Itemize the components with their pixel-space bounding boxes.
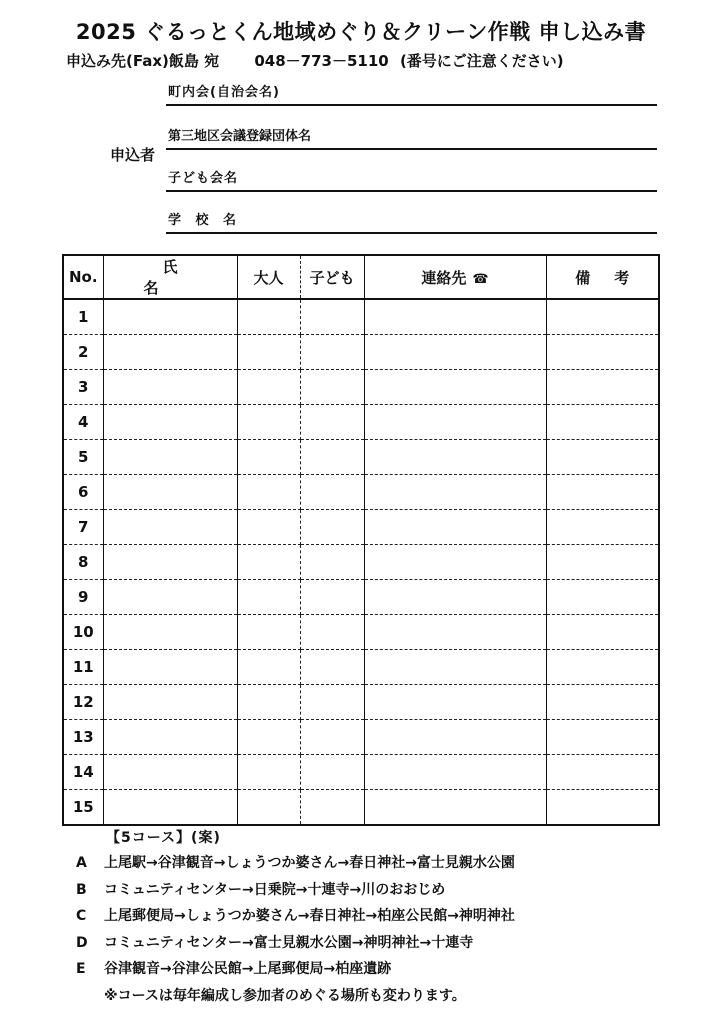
remarks-cell[interactable] (546, 335, 659, 370)
course-letter: E (76, 961, 86, 977)
child-cell[interactable] (300, 580, 364, 615)
fax-note: (番号にご注意ください) (399, 52, 564, 70)
name-cell[interactable] (103, 370, 237, 405)
registered-group-label: 第三地区会議登録団体名 (168, 129, 312, 144)
child-cell[interactable] (300, 615, 364, 650)
course-route: コミュニティセンター→日乗院→十連寺→川のおおじめ (104, 881, 446, 898)
contact-cell[interactable] (364, 335, 546, 370)
contact-cell[interactable] (364, 545, 546, 580)
table-row (63, 755, 659, 790)
child-cell[interactable] (300, 755, 364, 790)
applicant-label: 申込者 (110, 146, 156, 164)
child-cell[interactable] (300, 650, 364, 685)
fax-number: 048－773－5110 (254, 52, 389, 70)
contact-cell[interactable] (364, 615, 546, 650)
table-row (63, 685, 659, 720)
remarks-cell[interactable] (546, 545, 659, 580)
adult-cell[interactable] (237, 650, 300, 685)
row-number: 12 (63, 685, 103, 720)
remarks-cell[interactable] (546, 615, 659, 650)
course-letter: C (76, 908, 87, 924)
remarks-cell[interactable] (546, 510, 659, 545)
course-route: 上尾駅→谷津観音→しょうつか婆さん→春日神社→富士見親水公園 (104, 855, 515, 871)
name-cell[interactable] (103, 335, 237, 370)
name-cell[interactable] (103, 510, 237, 545)
name-cell[interactable] (103, 755, 237, 790)
name-cell[interactable] (103, 299, 237, 335)
adult-cell[interactable] (237, 580, 300, 615)
name-cell[interactable] (103, 545, 237, 580)
adult-cell[interactable] (237, 755, 300, 790)
remarks-cell[interactable] (546, 720, 659, 755)
adult-cell[interactable] (237, 475, 300, 510)
adult-cell[interactable] (237, 299, 300, 335)
registered-group-field[interactable] (166, 120, 657, 150)
table-row (63, 615, 659, 650)
table-row (63, 475, 659, 510)
row-number: 6 (63, 475, 103, 510)
table-row (63, 720, 659, 755)
destination-label: 申込み先(Fax)飯島 宛 (66, 52, 220, 70)
adult-cell[interactable] (237, 720, 300, 755)
row-number: 10 (63, 615, 103, 650)
contact-cell[interactable] (364, 299, 546, 335)
row-number: 8 (63, 545, 103, 580)
table-row (63, 580, 659, 615)
table-row (63, 545, 659, 580)
adult-cell[interactable] (237, 335, 300, 370)
table-row (63, 299, 659, 335)
row-number: 1 (63, 299, 103, 335)
header-child: 子ども (300, 255, 364, 299)
course-route: コミュニティセンター→富士見親水公園→神明神社→十連寺 (104, 934, 474, 951)
name-cell[interactable] (103, 440, 237, 475)
adult-cell[interactable] (237, 510, 300, 545)
row-number: 4 (63, 405, 103, 440)
child-cell[interactable] (300, 440, 364, 475)
contact-cell[interactable] (364, 685, 546, 720)
table-row (63, 335, 659, 370)
adult-cell[interactable] (237, 405, 300, 440)
child-cell[interactable] (300, 335, 364, 370)
course-route: 上尾郵便局→しょうつか婆さん→春日神社→柏座公民館→神明神社 (104, 908, 515, 924)
course-item (76, 903, 676, 930)
adult-cell[interactable] (237, 790, 300, 826)
header-name-text: 氏名 (143, 258, 216, 297)
remarks-cell[interactable] (546, 580, 659, 615)
course-heading: 【5コース】(案) (106, 830, 221, 846)
child-cell[interactable] (300, 545, 364, 580)
name-cell[interactable] (103, 685, 237, 720)
contact-cell[interactable] (364, 580, 546, 615)
course-item (76, 850, 676, 877)
name-cell[interactable] (103, 650, 237, 685)
contact-cell[interactable] (364, 720, 546, 755)
remarks-cell[interactable] (546, 755, 659, 790)
table-row (63, 650, 659, 685)
name-cell[interactable] (103, 475, 237, 510)
adult-cell[interactable] (237, 615, 300, 650)
header-remarks (546, 255, 659, 299)
name-cell[interactable] (103, 790, 237, 826)
child-cell[interactable] (300, 475, 364, 510)
name-cell[interactable] (103, 405, 237, 440)
header-name (103, 255, 237, 299)
course-item (76, 930, 676, 957)
header-contact (364, 255, 546, 299)
course-item (76, 956, 676, 983)
remarks-cell[interactable] (546, 370, 659, 405)
remarks-cell[interactable] (546, 299, 659, 335)
row-number: 13 (63, 720, 103, 755)
contact-cell[interactable] (364, 790, 546, 826)
row-number: 15 (63, 790, 103, 826)
remarks-cell[interactable] (546, 650, 659, 685)
submission-destination (66, 50, 564, 71)
adult-cell[interactable] (237, 440, 300, 475)
header-no: No. (63, 255, 103, 299)
course-route: 谷津観音→谷津公民館→上尾郵便局→柏座遺跡 (104, 961, 392, 977)
contact-cell[interactable] (364, 650, 546, 685)
telephone-icon: ☎ (472, 271, 489, 287)
name-cell[interactable] (103, 580, 237, 615)
child-cell[interactable] (300, 405, 364, 440)
table-header-row (63, 255, 659, 299)
form-title: 2025 ぐるっとくん地域めぐり＆クリーン作戦 申し込み書 (75, 20, 647, 44)
school-name-label: 学 校 名 (168, 213, 242, 228)
neighborhood-association-label: 町内会(自治会名) (168, 85, 280, 100)
child-cell[interactable] (300, 370, 364, 405)
row-number: 7 (63, 510, 103, 545)
table-row (63, 510, 659, 545)
contact-cell[interactable] (364, 370, 546, 405)
child-cell[interactable] (300, 510, 364, 545)
course-footnote: ※コースは毎年編成し参加者のめぐる場所も変わります。 (104, 987, 466, 1004)
table-row (63, 370, 659, 405)
contact-cell[interactable] (364, 440, 546, 475)
adult-cell[interactable] (237, 685, 300, 720)
row-number: 11 (63, 650, 103, 685)
header-remarks-text: 備考 (575, 268, 654, 287)
row-number: 14 (63, 755, 103, 790)
remarks-cell[interactable] (546, 405, 659, 440)
remarks-cell[interactable] (546, 685, 659, 720)
school-name-field[interactable] (166, 204, 657, 234)
name-cell[interactable] (103, 615, 237, 650)
child-cell[interactable] (300, 720, 364, 755)
row-number: 3 (63, 370, 103, 405)
adult-cell[interactable] (237, 545, 300, 580)
table-row (63, 790, 659, 826)
course-item (76, 877, 676, 904)
row-number: 2 (63, 335, 103, 370)
child-cell[interactable] (300, 299, 364, 335)
participant-table (62, 254, 660, 826)
table-row (63, 440, 659, 475)
remarks-cell[interactable] (546, 790, 659, 826)
remarks-cell[interactable] (546, 440, 659, 475)
contact-cell[interactable] (364, 755, 546, 790)
childrens-association-label: 子ども会名 (168, 171, 239, 186)
name-cell[interactable] (103, 720, 237, 755)
contact-cell[interactable] (364, 510, 546, 545)
course-letter: A (76, 855, 87, 871)
child-cell[interactable] (300, 790, 364, 826)
row-number: 5 (63, 440, 103, 475)
course-list (76, 826, 676, 1009)
neighborhood-association-field[interactable] (166, 76, 657, 106)
row-number: 9 (63, 580, 103, 615)
adult-cell[interactable] (237, 370, 300, 405)
childrens-association-field[interactable] (166, 162, 657, 192)
course-letter: D (76, 934, 88, 951)
table-row (63, 405, 659, 440)
child-cell[interactable] (300, 685, 364, 720)
header-contact-text: 連絡先 (421, 268, 467, 287)
contact-cell[interactable] (364, 475, 546, 510)
remarks-cell[interactable] (546, 475, 659, 510)
contact-cell[interactable] (364, 405, 546, 440)
course-letter: B (76, 881, 87, 898)
header-adult: 大人 (237, 255, 300, 299)
